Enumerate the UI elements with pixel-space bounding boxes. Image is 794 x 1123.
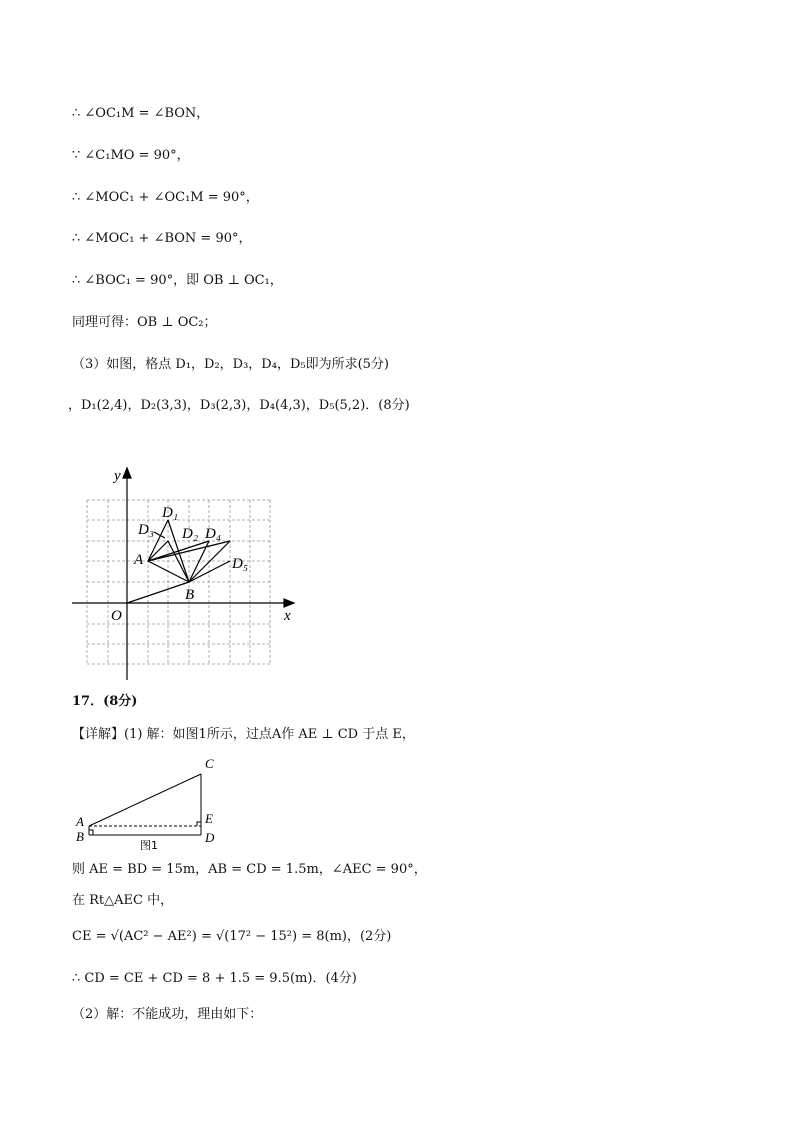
figure-1 bbox=[72, 752, 232, 856]
label-D: D bbox=[205, 830, 215, 845]
proof-line-5: ∴ ∠BOC₁ = 90°，即 OB ⊥ OC₁， bbox=[72, 273, 283, 288]
segment-AC bbox=[89, 774, 201, 826]
label-D4: D₄ bbox=[205, 526, 222, 542]
proof-line-6: 同理可得：OB ⊥ OC₂； bbox=[72, 315, 217, 330]
answer-line-3: CE = √(AC² − AE²) = √(17² − 15²) = 8(m)，(2分) bbox=[72, 929, 392, 944]
segment-D3B bbox=[168, 541, 189, 582]
answer-line-5: （2）解：不能成功，理由如下： bbox=[72, 1007, 263, 1022]
axis-y-label: y bbox=[114, 468, 121, 484]
proof-line-1: ∴ ∠OC₁M = ∠BON， bbox=[72, 106, 210, 121]
figure-1-caption: 图1 bbox=[140, 839, 158, 852]
label-C: C bbox=[205, 756, 214, 771]
label-A: A bbox=[134, 552, 144, 568]
label-D5: D₅ bbox=[232, 556, 249, 572]
question-17-header: 17．(8分) bbox=[72, 694, 138, 709]
right-angle-B-icon bbox=[89, 830, 93, 835]
label-D2: D₂ bbox=[182, 526, 199, 542]
grid-figure bbox=[68, 460, 308, 685]
segment-AD2 bbox=[148, 541, 209, 561]
x-axis-arrow-icon bbox=[284, 599, 294, 607]
proof-line-7: （3）如图，格点 D₁，D₂，D₃，D₄，D₅即为所求(5分) bbox=[72, 357, 389, 372]
segment-OB bbox=[127, 582, 189, 603]
y-axis-arrow-icon bbox=[123, 468, 131, 478]
axis-x-label: x bbox=[284, 608, 291, 624]
answer-line-2: 在 Rt△AEC 中， bbox=[72, 893, 174, 908]
right-angle-E-icon bbox=[197, 822, 201, 826]
proof-line-8: ，D₁(2,4)，D₂(3,3)，D₃(2,3)，D₄(4,3)，D₅(5,2)．(8分) bbox=[68, 398, 410, 413]
segment-BD5 bbox=[189, 561, 230, 582]
label-A: A bbox=[76, 814, 84, 829]
detail-line: 【详解】(1) 解：如图1所示，过点A作 AE ⊥ CD 于点 E， bbox=[72, 727, 415, 742]
grid-lines bbox=[87, 500, 270, 664]
segment-D4B bbox=[189, 541, 230, 582]
origin-label: O bbox=[111, 608, 122, 624]
proof-line-4: ∴ ∠MOC₁ + ∠BON = 90°， bbox=[72, 231, 252, 246]
proof-line-3: ∴ ∠MOC₁ + ∠OC₁M = 90°， bbox=[72, 190, 259, 205]
label-D3: D₃ bbox=[138, 522, 155, 538]
label-B: B bbox=[76, 829, 84, 844]
proof-line-2: ∵ ∠C₁MO = 90°， bbox=[72, 148, 190, 163]
label-B: B bbox=[185, 587, 195, 603]
answer-line-1: 则 AE = BD = 15m，AB = CD = 1.5m，∠AEC = 90°， bbox=[72, 862, 427, 877]
answer-line-4: ∴ CD = CE + CD = 8 + 1.5 = 9.5(m)．(4分) bbox=[72, 971, 357, 986]
label-E: E bbox=[205, 811, 213, 826]
label-D1: D₁ bbox=[162, 505, 179, 521]
